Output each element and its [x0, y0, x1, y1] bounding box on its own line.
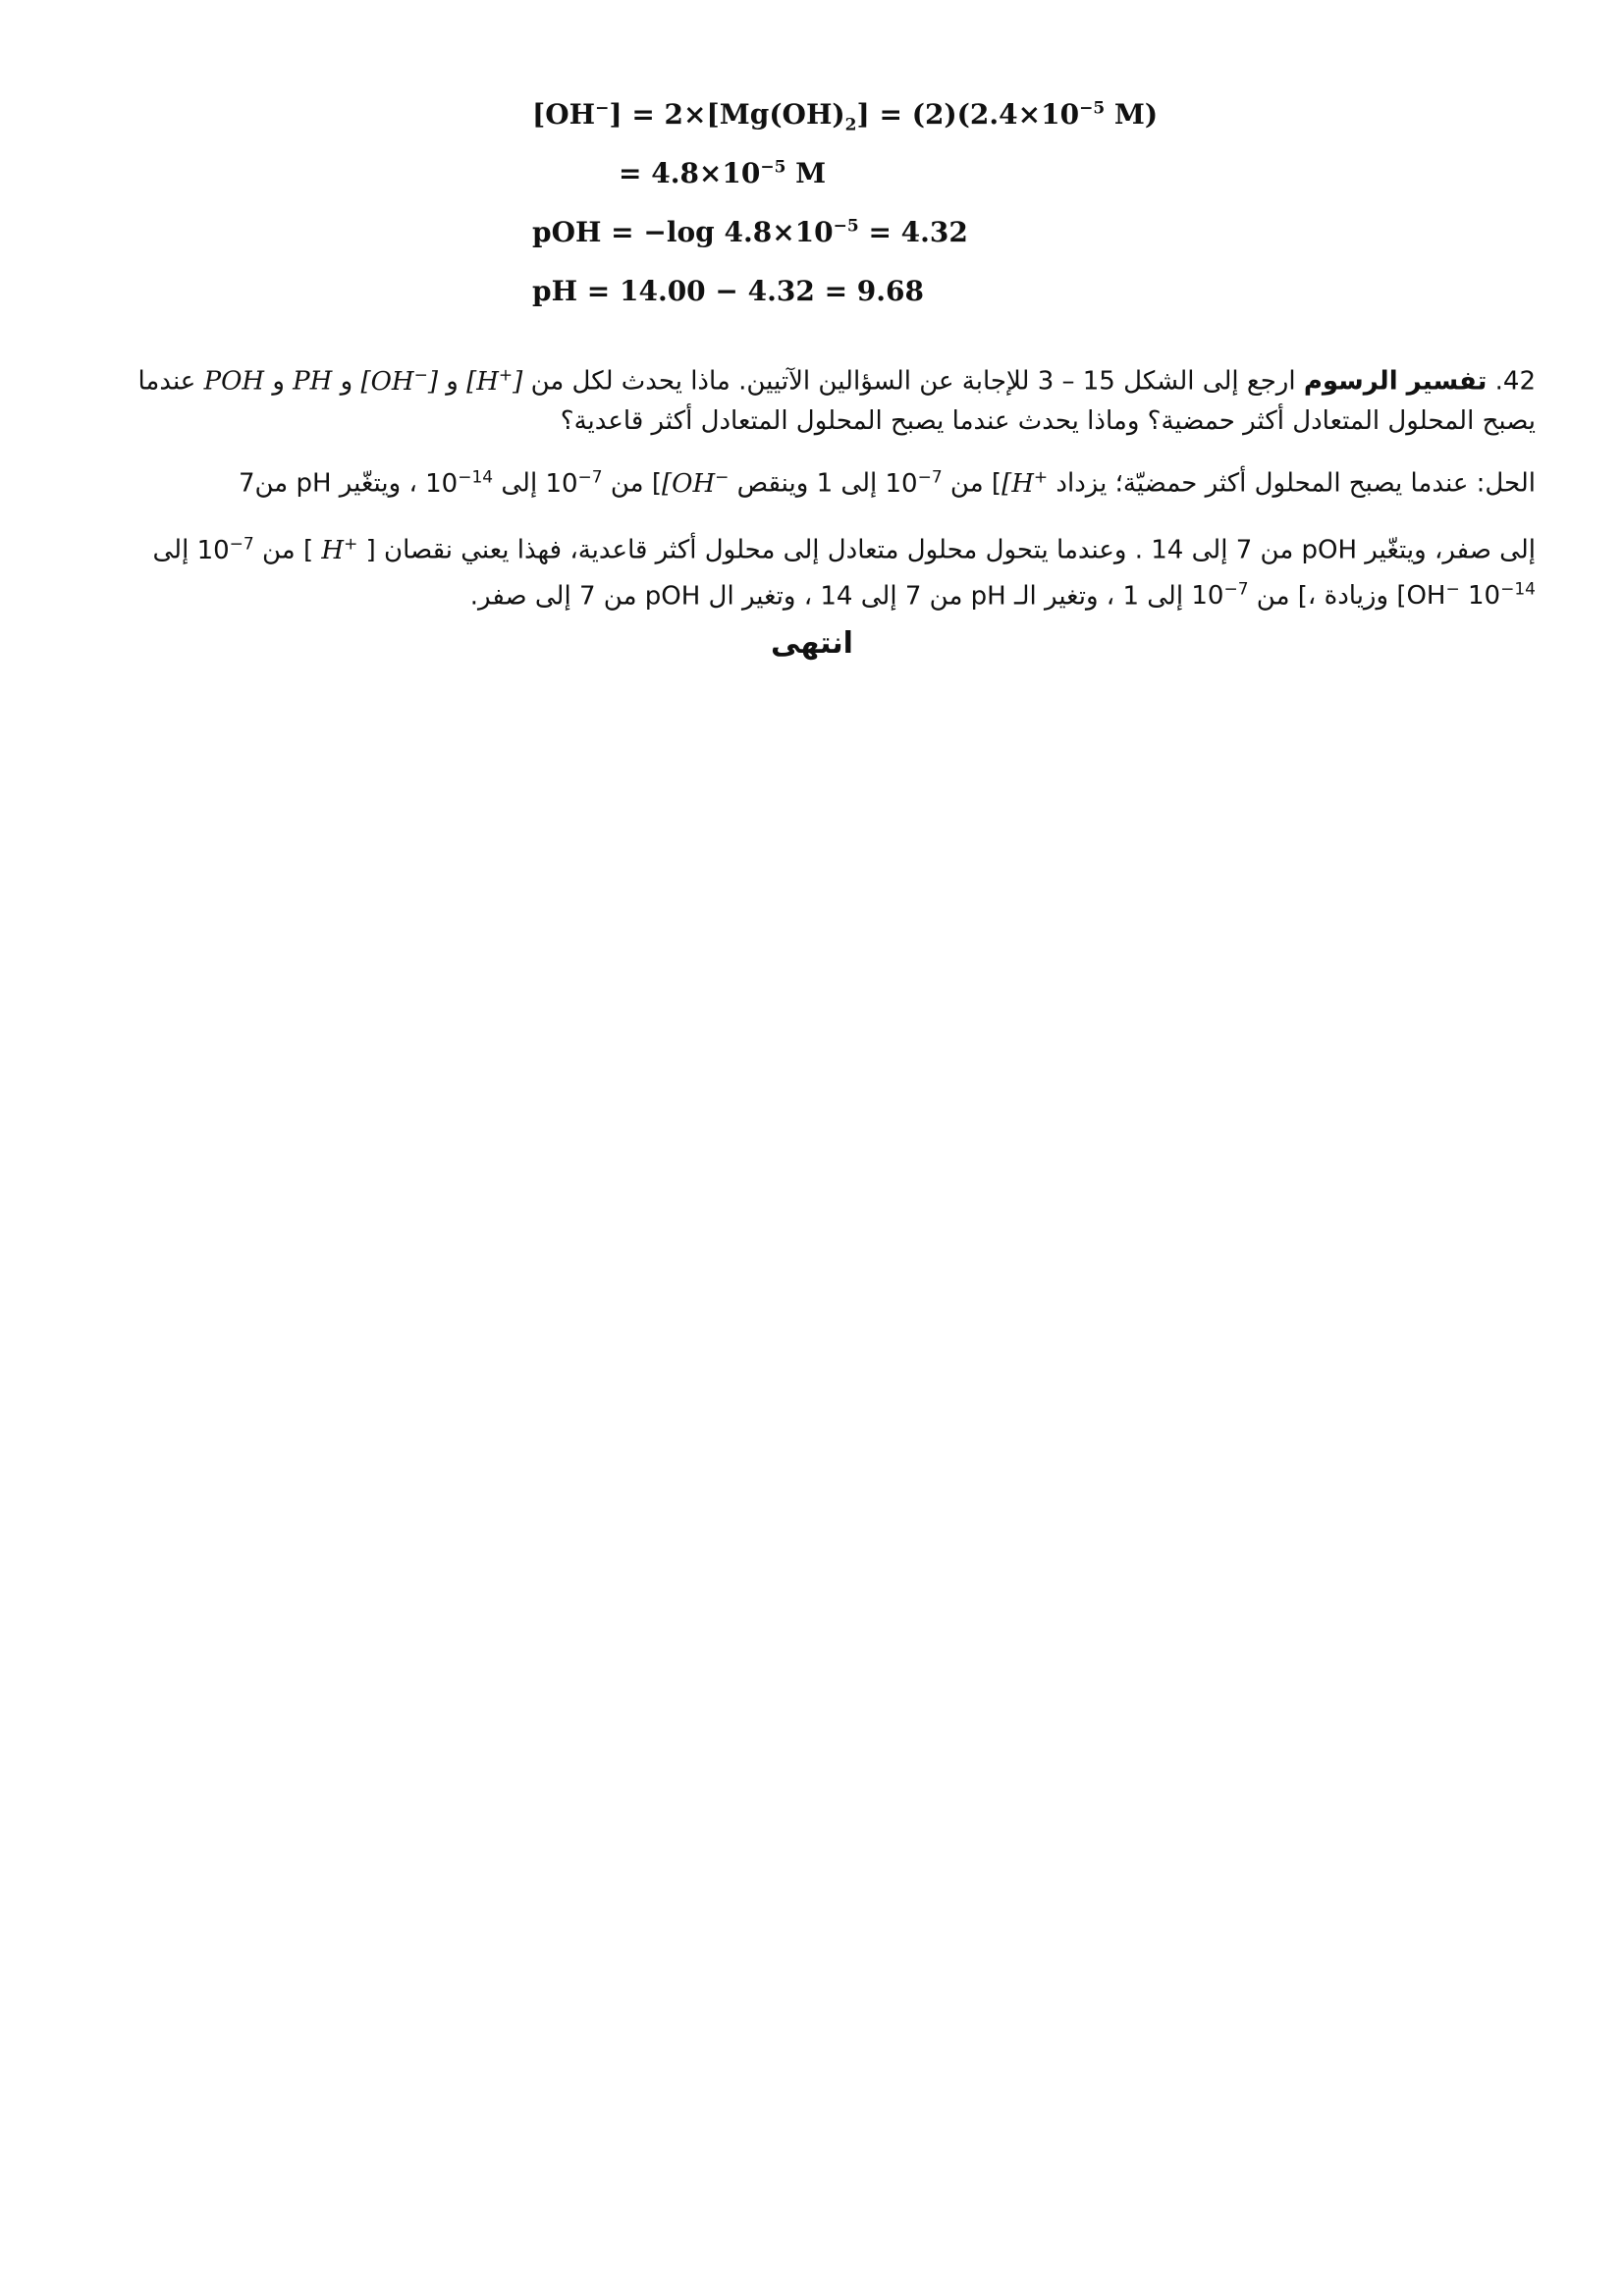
power-value: $10^{-14}$: [425, 467, 494, 499]
h-ion: [H+]: [466, 365, 523, 397]
ph-symbol: PH: [293, 366, 333, 397]
question-heading: تفسير الرسوم: [1303, 366, 1488, 397]
equation-oh-concentration: $[OH^-] = 2\times[Mg(OH)_2] = (2)(2.4\times 10^{-5}$ M): [532, 98, 1159, 135]
question-number: 42.: [1494, 366, 1536, 397]
equation-poh: pOH = −log $4.8\times 10^{-5} = 4.32$: [532, 216, 968, 248]
power-value: $10^{-7}$: [885, 467, 943, 499]
answer-text: إلى صفر، ويتغّير pOH من 7 إلى 14 . وعندما يتحول محلول متعادل إلى محلول أكثر قاعدية، فهذا يعني نقصان [: [365, 535, 1536, 565]
end-label: انتهى: [771, 626, 853, 661]
answer-text: إلى: [152, 535, 189, 565]
oh-ion: [OH−: [662, 467, 730, 499]
answer-text: ] من: [610, 468, 663, 499]
and-word: و: [446, 366, 459, 397]
answer-paragraph-1: [108, 457, 1536, 504]
answer-text: إلى 1 ، وتغير الـ pH من 7 إلى 14 ، وتغير ال pOH من 7 إلى صفر.: [469, 581, 1184, 612]
answer-text: الحل: عندما يصبح المحلول أكثر حمضيّة؛ يزداد: [1056, 468, 1536, 499]
power-value: $10^{-7}$: [196, 534, 254, 565]
equation-oh-value: = $4.8\times 10^{-5}$ M: [619, 157, 827, 189]
and-word: و: [272, 366, 285, 397]
h-ion: H+: [321, 534, 358, 565]
power-value: $10^{-7}$: [545, 467, 603, 499]
oh-ion: ، وزيادة [OH−: [1307, 579, 1460, 612]
and-word: و: [340, 366, 353, 397]
answer-text: ] من: [262, 535, 314, 565]
equation-ph: pH = 14.00 − 4.32 = 9.68: [532, 275, 924, 307]
question-42: [108, 355, 1536, 441]
answer-paragraph-2: [108, 524, 1536, 615]
answer-text: ، ويتغّير pH من7: [238, 468, 417, 499]
answer-text: إلى 1 وينقص: [736, 468, 878, 499]
answer-text: ] من: [1256, 581, 1308, 612]
question-text-b: عندما يصبح المحلول المتعادل أكثر حمضية؟ وماذا يحدث عندما يصبح المحلول المتعادل أكثر قاعدية؟: [137, 366, 1536, 436]
poh-symbol: POH: [203, 366, 265, 397]
oh-ion: [OH−]: [360, 365, 438, 397]
power-value: $10^{-7}$: [1191, 579, 1249, 612]
power-value: $10^{-14}$: [1468, 579, 1536, 612]
answer-text: إلى: [501, 468, 538, 499]
answer-text: ] من: [949, 468, 1002, 499]
question-text-a: ارجع إلى الشكل 15 – 3 للإجابة عن السؤالين الآتيين. ماذا يحدث لكل من: [530, 366, 1296, 397]
h-ion: [H+: [1001, 467, 1049, 499]
